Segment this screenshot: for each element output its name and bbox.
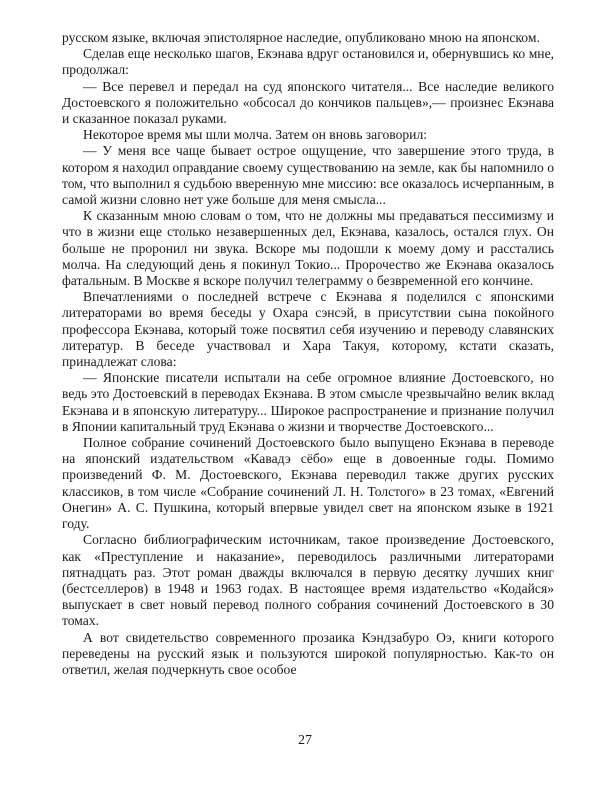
paragraph-11: А вот свидетельство современного прозаика Кэндзабуро Оэ, книги которого переведены на русский язык и пользуются широкой популярностью. Как-то он ответил, желая подчеркнуть свое особое <box>62 629 554 677</box>
page-body <box>62 30 554 678</box>
paragraph-4: Некоторое время мы шли молча. Затем он вновь заговорил: <box>83 127 427 143</box>
paragraph-2: Сделав еще несколько шагов, Екэнава вдруг остановился и, обернувшись ко мне, продолжал: <box>62 46 554 78</box>
paragraph-6: К сказанным мною словам о том, что не должны мы предаваться пессимизму и что в жизни еще столько незавершенных дел, Екэнава, казалось, остался глух. Он больше не проронил ни звука. Вскоре мы подошли к моему дому и расстались молча. На следующий день я покинул Токио... Пророчество же Екэнава оказалось фатальным. В Москве я вскоре получил телеграмму о безвременной его кончине. <box>62 208 554 289</box>
paragraph-5: — У меня все чаще бывает острое ощущение, что завершение этого труда, в котором я находил оправдание своему существованию на земле, как бы напомнило о том, что выполнил я судьбою вверенную мне миссию: все оказалось исчерпанным, в самой жизни словно нет уже больше для меня смысла... <box>62 143 554 208</box>
paragraph-10: Согласно библиографическим источникам, такое произведение Достоевского, как «Преступление и наказание», переводилось различными литераторами пятнадцать раз. Этот роман дважды включался в первую десятку лучших книг (бестселлеров) в 1948 и 1963 годах. В настоящее время издательство «Кодайся» выпускает в свет новый перевод полного собрания сочинений Достоевского в 30 томах. <box>62 532 554 629</box>
paragraph-9: Полное собрание сочинений Достоевского было выпущено Екэнава в переводе на японский издательством «Кавадэ сёбо» еще в довоенные годы. Помимо произведений Ф. М. Достоевского, Екэнава переводил также других русских классиков, в том числе «Собрание сочинений Л. Н. Толстого» в 23 томах, «Евгений Онегин» А. С. Пушкина, который впервые увидел свет на японском языке в 1921 году. <box>62 435 554 532</box>
paragraph-8: — Японские писатели испытали на себе огромное влияние Достоевского, но ведь это Достоевский в переводах Екэнава. В этом смысле чрезвычайно велик вклад Екэнава и в японскую литературу... Широкое распространение и признание получил в Японии капитальный труд Екэнава о жизни и творчестве Достоевского... <box>62 370 554 434</box>
paragraph-7: Впечатлениями о последней встрече с Екэнава я поделился с японскими литераторами во время беседы у Охара сэнсэй, в присутствии сына покойного профессора Екэнава, который тоже посвятил себя изучению и переводу славянских литератур. В беседе участвовал и Хара Такуя, которому, кстати сказать, принадлежат слова: <box>62 289 554 370</box>
paragraph-3: — Все перевел и передал на суд японского читателя... Все наследие великого Достоевского я положительно «обсосал до кончиков пальцев»,— произнес Екэнава и сказанное показал руками. <box>62 78 554 127</box>
page-number: 27 <box>298 733 312 748</box>
paragraph-1: русском языке, включая эпистолярное наследие, опубликовано мною на японском. <box>62 30 540 45</box>
